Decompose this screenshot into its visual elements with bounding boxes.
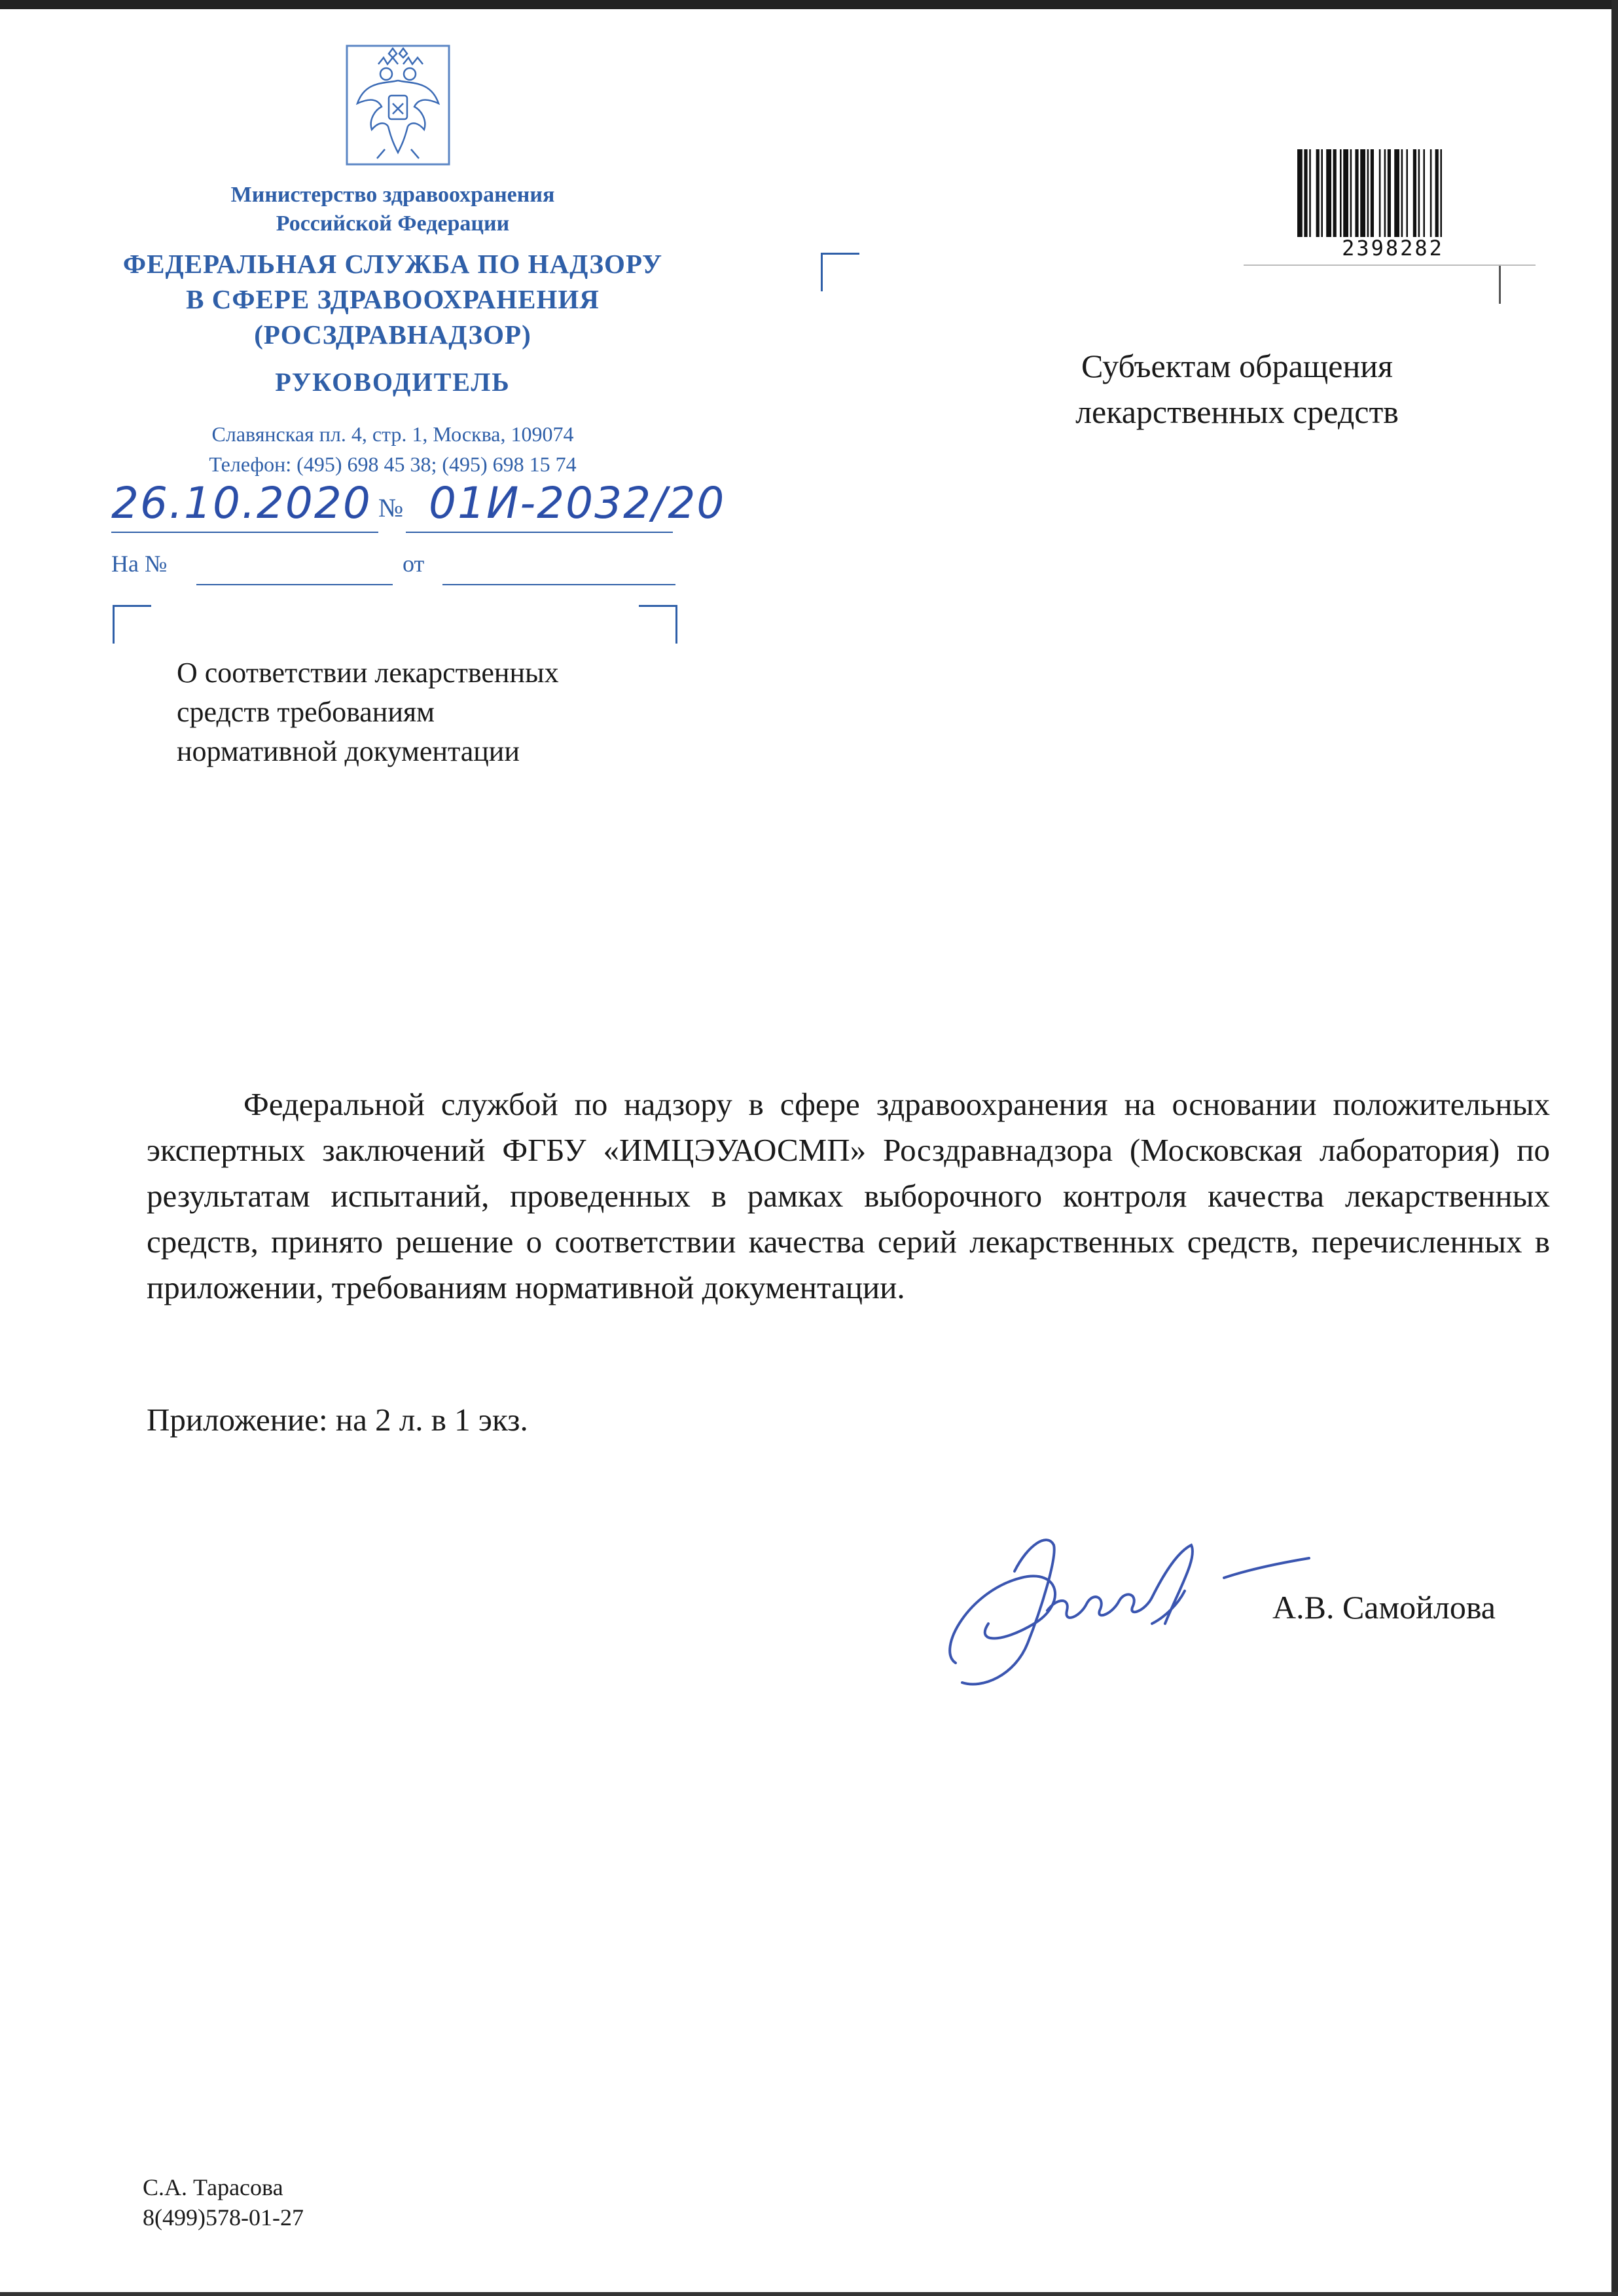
barcode-bar bbox=[1379, 149, 1381, 237]
executor-phone: 8(499)578-01-27 bbox=[143, 2204, 304, 2231]
agency-contacts bbox=[98, 419, 687, 479]
reference-number-label: На № bbox=[111, 551, 168, 577]
barcode-bar bbox=[1340, 149, 1342, 237]
ministry-name bbox=[131, 181, 655, 238]
barcode-bar bbox=[1343, 149, 1348, 237]
barcode-bar bbox=[1367, 149, 1369, 237]
agency-line-1: ФЕДЕРАЛЬНАЯ СЛУЖБА ПО НАДЗОРУ bbox=[122, 249, 663, 279]
executor-block bbox=[143, 2172, 304, 2232]
barcode-number: 2398282 bbox=[1342, 236, 1444, 261]
attachment-note: Приложение: на 2 л. в 1 экз. bbox=[147, 1402, 528, 1438]
recipient-line-1: Субъектам обращения bbox=[1081, 348, 1393, 384]
barcode-bar bbox=[1406, 149, 1408, 237]
executor-name: С.А. Тарасова bbox=[143, 2174, 283, 2200]
registration-date: 26.10.2020 bbox=[111, 478, 372, 528]
address-corner-left bbox=[821, 253, 859, 291]
barcode-bar bbox=[1333, 149, 1337, 237]
barcode-bar bbox=[1401, 149, 1403, 237]
barcode-bar bbox=[1384, 149, 1386, 237]
barcode-bar bbox=[1435, 149, 1439, 237]
agency-name bbox=[85, 246, 700, 352]
barcode-bar bbox=[1440, 149, 1442, 237]
scan-edge-right bbox=[1611, 0, 1618, 2296]
ministry-line-1: Министерство здравоохранения bbox=[230, 183, 555, 207]
reference-date-label: от bbox=[403, 551, 425, 577]
number-underline bbox=[406, 532, 673, 533]
date-underline bbox=[111, 532, 378, 533]
barcode-bar bbox=[1418, 149, 1420, 237]
reference-number-line bbox=[196, 584, 393, 585]
barcode-bar bbox=[1350, 149, 1352, 237]
barcode-bar bbox=[1423, 149, 1425, 237]
barcode-bar bbox=[1355, 149, 1358, 237]
barcode-bar bbox=[1413, 149, 1416, 237]
scan-edge-bottom bbox=[0, 2292, 1618, 2296]
registration-number-suffix: /20 bbox=[652, 478, 726, 528]
barcode-bar bbox=[1326, 149, 1331, 237]
subject-line-1: О соответствии лекарственных bbox=[177, 657, 559, 689]
head-title: РУКОВОДИТЕЛЬ bbox=[275, 367, 511, 397]
subject-line-3: нормативной документации bbox=[177, 735, 520, 767]
barcode-bar bbox=[1304, 149, 1307, 237]
barcode-bar bbox=[1394, 149, 1399, 237]
barcode-bar bbox=[1309, 149, 1311, 237]
barcode-bar bbox=[1430, 149, 1432, 237]
russian-coat-of-arms-icon bbox=[346, 45, 450, 166]
barcode bbox=[1295, 149, 1491, 237]
letter-body: Федеральной службой по надзору в сфере здравоохранения на основании положительных экспертных заключений ФГБУ «ИМЦЭУАОСМП» Росздравнадзора (Московская лаборатория) по результатам испытаний, проведенных в рамках выборочного контроля качества лекарственных средств, принято решение о соответствии качества серий лекарственных средств, перечисленных в приложении, требованиям нормативной документации. bbox=[147, 1086, 1550, 1305]
agency-phone: Телефон: (495) 698 45 38; (495) 698 15 74 bbox=[209, 452, 577, 476]
barcode-bar bbox=[1316, 149, 1320, 237]
letter-subject bbox=[177, 653, 559, 771]
reference-date-line bbox=[442, 584, 675, 585]
barcode-bar bbox=[1371, 149, 1374, 237]
signer-name: А.В. Самойлова bbox=[1272, 1589, 1496, 1626]
registration-number-sign: № bbox=[378, 493, 404, 522]
agency-line-2: В СФЕРЕ ЗДРАВООХРАНЕНИЯ bbox=[186, 284, 600, 314]
barcode-bar bbox=[1388, 149, 1391, 237]
ministry-line-2: Российской Федерации bbox=[276, 211, 510, 236]
barcode-bar bbox=[1297, 149, 1303, 237]
barcode-rule bbox=[1244, 264, 1536, 266]
barcode-bar bbox=[1321, 149, 1323, 237]
subject-corner-left bbox=[113, 605, 151, 644]
scan-edge-top bbox=[0, 0, 1618, 9]
subject-line-2: средств требованиям bbox=[177, 696, 435, 728]
address-corner-right bbox=[1499, 264, 1501, 304]
subject-corner-right bbox=[639, 605, 677, 644]
recipient-block bbox=[1001, 343, 1473, 435]
registration-number-main: 01И-2032 bbox=[429, 478, 653, 528]
agency-line-3: (РОСЗДРАВНАДЗОР) bbox=[254, 319, 531, 350]
registration-number bbox=[429, 478, 725, 528]
agency-address: Славянская пл. 4, стр. 1, Москва, 109074 bbox=[211, 422, 574, 446]
barcode-bar bbox=[1360, 149, 1365, 237]
recipient-line-2: лекарственных средств bbox=[1075, 393, 1399, 430]
